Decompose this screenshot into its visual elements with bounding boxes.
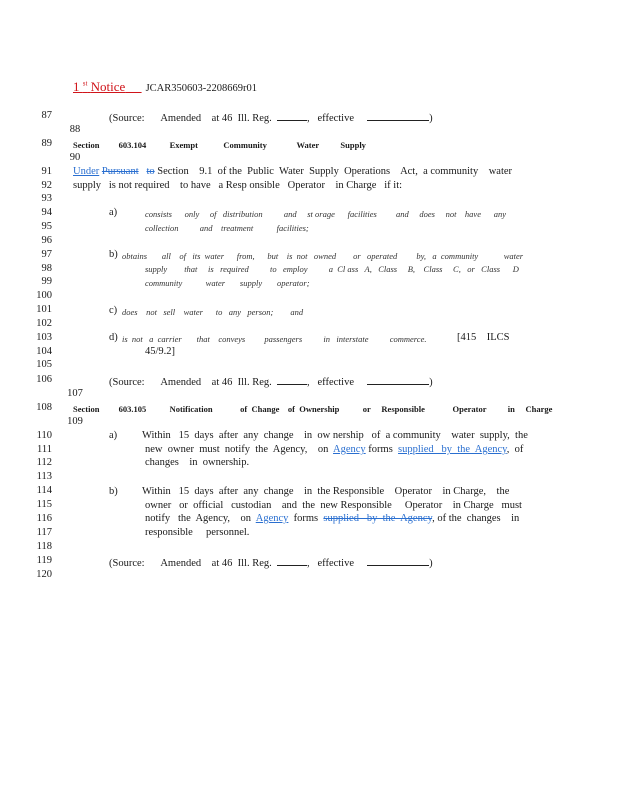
line-number: 113	[36, 471, 52, 482]
para-b-line-2: owner or official custodian and the new Responsible Operator in Charge must	[145, 500, 522, 511]
line-number: 120	[36, 569, 52, 580]
item-a-line-2: collection and treatment facilities;	[145, 223, 309, 233]
item-c-text: does not sell water to any person; and	[122, 307, 304, 317]
line-number: 99	[41, 276, 52, 287]
para-b-line-4: responsible personnel.	[145, 527, 250, 538]
line-number: 94	[41, 207, 52, 218]
item-a-label: a)	[109, 207, 118, 218]
item-d-text: is not a carrier that conveys passengers in interstate commerce.	[122, 334, 427, 344]
line-number: 95	[41, 221, 52, 232]
line-number: 101	[36, 304, 52, 315]
line-number: 90	[69, 152, 81, 163]
line-number: 104	[36, 346, 52, 357]
document-id: JCAR350603-2208669r01	[145, 83, 257, 94]
para-b-line-3: notify the Agency, on Agency forms supplied by the Agency, of the changes in	[145, 513, 520, 524]
line-number: 109	[67, 416, 83, 427]
line-number: 114	[36, 485, 52, 496]
line-number: 111	[37, 444, 52, 455]
item-d-citation: [415 ILCS	[457, 332, 510, 343]
item-b-line-1: obtains all of its water from, but is not owned or operated by, a community water	[122, 251, 524, 261]
item-b-line-3: community water supply operator;	[145, 278, 310, 288]
line-number: 117	[36, 527, 52, 538]
line-number: 106	[36, 374, 52, 385]
line-number: 96	[41, 235, 52, 246]
line-number: 102	[36, 318, 52, 329]
line-number: 89	[41, 138, 52, 149]
para-b-line-1: Within 15 days after any change in the Responsible Operator in Charge, the	[142, 486, 510, 497]
line-number: 100	[36, 290, 52, 301]
line-number: 116	[36, 513, 52, 524]
source-note-1: (Source: Amended at 46 Ill. Reg. , effective )	[109, 110, 433, 124]
line-number: 107	[67, 388, 83, 399]
section-603-104-heading: Section 603.104 Exempt Community Water Supply	[73, 140, 366, 150]
para-a-line-1: Within 15 days after any change in ow nership of a community water supply, the	[142, 430, 528, 441]
line-number: 119	[36, 555, 52, 566]
line-number: 105	[36, 359, 52, 370]
item-d-label: d)	[109, 332, 118, 343]
item-a-line-1: consists only of distribution and st orage facilities and does not have any	[145, 209, 506, 219]
para-a-line-3: changes in ownership.	[145, 457, 250, 468]
item-b-line-2: supply that is required to employ a Cl ass A, Class B, Class C, or Class D	[145, 264, 519, 274]
line-number: 108	[36, 402, 52, 413]
line-number: 88	[69, 124, 81, 135]
item-b-label: b)	[109, 249, 118, 260]
intro-line-2: supply is not required to have a Resp onsible Operator in Charge if it:	[73, 180, 403, 191]
line-number: 112	[36, 457, 52, 468]
item-c-label: c)	[109, 305, 118, 316]
para-a-line-2: new owner must notify the Agency, on Agency forms supplied by the Agency, of	[145, 444, 524, 455]
section-603-105-heading: Section 603.105 Notification of Change of Ownership or Responsible Operator in Charge	[73, 404, 553, 414]
line-number: 93	[41, 193, 52, 204]
line-number: 118	[36, 541, 52, 552]
line-number: 98	[41, 263, 52, 274]
line-number: 97	[41, 249, 52, 260]
notice-label: 1 $^{st}$ Notice	[73, 79, 126, 94]
line-number: 110	[36, 430, 52, 441]
line-number: 103	[36, 332, 52, 343]
intro-line-1: Under Pursuant to Section 9.1 of the Public Water Supply Operations Act, a community water	[73, 166, 513, 177]
line-number: 87	[41, 110, 52, 121]
source-note-2: (Source: Amended at 46 Ill. Reg. , effective )	[109, 374, 433, 388]
para-b-label: b)	[109, 486, 118, 497]
source-note-3: (Source: Amended at 46 Ill. Reg. , effective )	[109, 555, 433, 569]
line-number: 115	[36, 499, 52, 510]
line-number: 91	[41, 166, 52, 177]
para-a-label: a)	[109, 430, 118, 441]
item-d-citation-2: 45/9.2]	[145, 346, 176, 357]
notice-header	[73, 78, 257, 96]
line-number: 92	[41, 180, 52, 191]
